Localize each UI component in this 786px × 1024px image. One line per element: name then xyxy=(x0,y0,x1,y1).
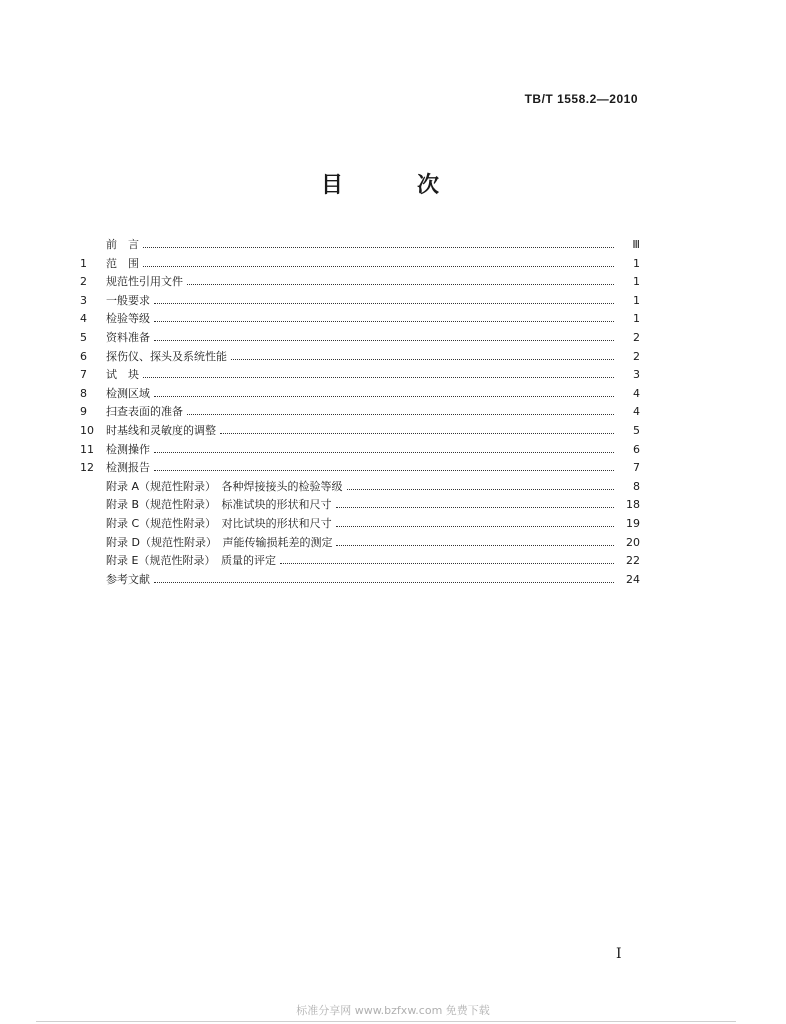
toc-text: 检测报告 xyxy=(106,461,150,475)
toc-entry[interactable] xyxy=(80,255,640,274)
toc-page: 1 xyxy=(633,275,640,289)
toc-entry[interactable] xyxy=(80,571,640,590)
toc-page: 6 xyxy=(633,442,640,456)
toc-text: 附录 B（规范性附录） 标准试块的形状和尺寸 xyxy=(106,498,332,512)
table-of-contents xyxy=(80,236,640,589)
toc-leader xyxy=(154,340,614,341)
toc-leader xyxy=(220,433,614,434)
toc-number: 8 xyxy=(80,386,87,400)
toc-text: 探伤仪、探头及系统性能 xyxy=(106,349,227,363)
toc-text: 时基线和灵敏度的调整 xyxy=(106,423,216,437)
standard-code: TB/T 1558.2—2010 xyxy=(524,92,638,106)
toc-leader xyxy=(187,284,614,285)
toc-page: 4 xyxy=(633,386,640,400)
toc-page: 5 xyxy=(633,423,640,437)
toc-entry[interactable] xyxy=(80,478,640,497)
toc-text: 检测区域 xyxy=(106,386,150,400)
toc-entry[interactable] xyxy=(80,496,640,515)
toc-page: 2 xyxy=(633,330,640,344)
toc-page: 1 xyxy=(633,293,640,307)
toc-leader xyxy=(336,507,614,508)
toc-page: 2 xyxy=(633,349,640,363)
toc-number: 6 xyxy=(80,349,87,363)
toc-leader xyxy=(187,414,614,415)
toc-page: 24 xyxy=(626,572,640,586)
toc-leader xyxy=(143,377,614,378)
toc-number: 5 xyxy=(80,330,87,344)
toc-entry[interactable] xyxy=(80,385,640,404)
toc-text: 附录 A（规范性附录） 各种焊接接头的检验等级 xyxy=(106,479,343,493)
toc-leader xyxy=(143,266,614,267)
toc-leader xyxy=(280,563,614,564)
toc-text: 检测操作 xyxy=(106,442,150,456)
toc-number: 10 xyxy=(80,423,94,437)
toc-text: 范 围 xyxy=(106,256,139,270)
toc-text: 一般要求 xyxy=(106,293,150,307)
toc-text: 前 言 xyxy=(106,238,139,251)
toc-page: 22 xyxy=(626,554,640,568)
toc-leader xyxy=(231,359,614,360)
toc-entry[interactable] xyxy=(80,515,640,534)
toc-number: 3 xyxy=(80,293,87,307)
toc-page: Ⅲ xyxy=(632,238,640,251)
toc-leader xyxy=(154,303,614,304)
toc-leader xyxy=(154,470,614,471)
toc-page: 18 xyxy=(626,498,640,512)
toc-number: 7 xyxy=(80,368,87,382)
toc-number: 12 xyxy=(80,461,94,475)
toc-number: 2 xyxy=(80,275,87,289)
toc-leader xyxy=(143,247,614,248)
toc-page: 19 xyxy=(626,516,640,530)
page-number: I xyxy=(616,946,622,962)
toc-page: 3 xyxy=(633,368,640,382)
toc-leader xyxy=(336,526,614,527)
toc-entry[interactable] xyxy=(80,422,640,441)
toc-entry[interactable] xyxy=(80,459,640,478)
toc-leader xyxy=(154,452,614,453)
toc-text: 附录 C（规范性附录） 对比试块的形状和尺寸 xyxy=(106,516,332,530)
toc-page: 8 xyxy=(633,479,640,493)
toc-entry[interactable] xyxy=(80,366,640,385)
toc-text: 扫查表面的准备 xyxy=(106,405,183,419)
toc-number: 11 xyxy=(80,442,94,456)
toc-text: 资料准备 xyxy=(106,330,150,344)
toc-entry[interactable] xyxy=(80,348,640,367)
toc-text: 附录 D（规范性附录） 声能传输损耗差的测定 xyxy=(106,535,333,549)
toc-text: 检验等级 xyxy=(106,312,150,326)
bottom-rule xyxy=(36,1021,736,1022)
toc-entry[interactable] xyxy=(80,292,640,311)
toc-page: 1 xyxy=(633,312,640,326)
toc-text: 附录 E（规范性附录） 质量的评定 xyxy=(106,554,276,568)
toc-number: 1 xyxy=(80,256,87,270)
toc-text: 参考文献 xyxy=(106,572,150,586)
toc-entry[interactable] xyxy=(80,329,640,348)
watermark: 标准分享网 www.bzfxw.com 免费下载 xyxy=(296,1004,490,1017)
toc-leader xyxy=(347,489,614,490)
toc-entry[interactable] xyxy=(80,310,640,329)
toc-number: 4 xyxy=(80,312,87,326)
toc-text: 试 块 xyxy=(106,368,139,382)
toc-page: 7 xyxy=(633,461,640,475)
toc-entry[interactable] xyxy=(80,552,640,571)
toc-entry[interactable] xyxy=(80,236,640,255)
toc-title: 目 次 xyxy=(320,173,465,198)
toc-entry[interactable] xyxy=(80,534,640,553)
toc-leader xyxy=(154,582,614,583)
toc-entry[interactable] xyxy=(80,441,640,460)
toc-number: 9 xyxy=(80,405,87,419)
toc-page: 4 xyxy=(633,405,640,419)
toc-leader xyxy=(336,545,614,546)
toc-entry[interactable] xyxy=(80,273,640,292)
toc-page: 1 xyxy=(633,256,640,270)
toc-entry[interactable] xyxy=(80,403,640,422)
toc-page: 20 xyxy=(626,535,640,549)
toc-text: 规范性引用文件 xyxy=(106,275,183,289)
toc-leader xyxy=(154,396,614,397)
toc-leader xyxy=(154,321,614,322)
